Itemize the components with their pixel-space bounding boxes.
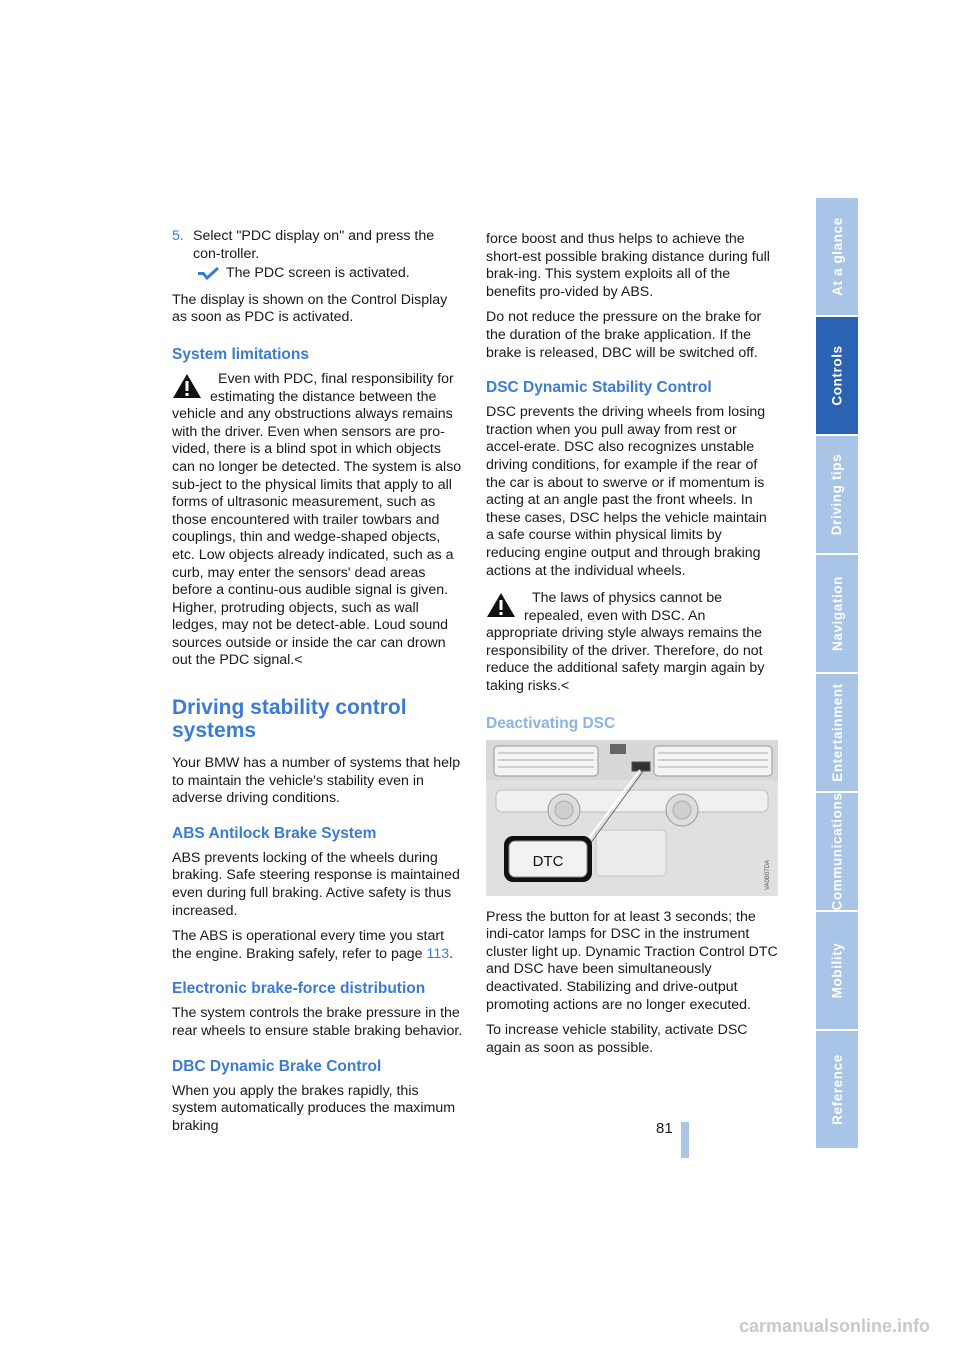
- warning-text: The laws of physics cannot be repealed, even with DSC. An appropriate driving style always remains the responsibility of the driver. Therefore, do not reduce the additional safety margin again by taking risks.<: [486, 590, 765, 695]
- left-column: [172, 228, 464, 1143]
- section-heading: Driving stability control systems: [172, 696, 407, 743]
- tab-driving-tips[interactable]: [816, 436, 858, 553]
- tab-controls[interactable]: [816, 317, 858, 434]
- warning-triangle-icon: [486, 592, 516, 618]
- system-limitations-heading: System limitations: [172, 345, 309, 363]
- check-text: The PDC screen is activated.: [226, 265, 410, 282]
- abs-paragraph-1: ABS prevents locking of the wheels during braking. Safe steering response is maintained even during full braking. Active safety is thus increased.: [172, 849, 460, 919]
- page-link-113[interactable]: 113: [426, 945, 450, 962]
- dtc-button-illustration: [486, 740, 778, 896]
- tab-label: Driving tips: [829, 453, 845, 536]
- warning-dsc: [486, 590, 778, 696]
- tab-label: Mobility: [829, 942, 845, 999]
- tab-label: At a glance: [829, 217, 845, 296]
- page-number: 81: [656, 1120, 673, 1137]
- section-intro: Your BMW has a number of systems that help to maintain the vehicle's stability even in adverse driving conditions.: [172, 755, 461, 807]
- increase-paragraph: To increase vehicle stability, activate DSC again as soon as possible.: [486, 1022, 748, 1056]
- tab-label: Entertainment: [829, 683, 845, 782]
- deactivating-heading: Deactivating DSC: [486, 714, 616, 732]
- abs-paragraph-2-end: .: [449, 945, 454, 962]
- abs-paragraph-2-text: The ABS is operational every time you start the engine. Braking safely, refer to page: [172, 928, 445, 962]
- warning-system-limitations: [172, 371, 464, 670]
- ebd-heading: Electronic brake-force distribution: [172, 980, 426, 998]
- chapter-sidebar: [816, 198, 858, 1150]
- page-number-bar: [681, 1122, 689, 1158]
- abs-heading: ABS Antilock Brake System: [172, 824, 377, 842]
- dbc-heading: DBC Dynamic Brake Control: [172, 1057, 382, 1075]
- dsc-heading: DSC Dynamic Stability Control: [486, 379, 712, 397]
- right-column: [486, 231, 778, 1065]
- dbc-continued: force boost and thus helps to achieve the short-est possible braking distance during full brak-ing. This system exploits all of the benefits pro-vided by ABS.: [486, 231, 770, 300]
- tab-label: Navigation: [829, 575, 845, 652]
- abs-paragraph-2: [172, 928, 464, 963]
- tab-reference[interactable]: [816, 1031, 858, 1148]
- check-note: [172, 265, 464, 283]
- tab-at-a-glance[interactable]: [816, 198, 858, 315]
- watermark: carmanualsonline.info: [739, 1316, 931, 1336]
- tab-navigation[interactable]: [816, 555, 858, 672]
- tab-entertainment[interactable]: [816, 674, 858, 791]
- warning-text: Even with PDC, final responsibility for estimating the distance between the vehicle and any obstructions always remains with the driver. Even when sensors are pro-vided, there is a blind spot in which objects can no longer be detected. The system is also sub-ject to the physical limits that apply to all forms of ultrasonic measurement, such as those encountered with trailer towbars and couplings, thin and wedge-shaped objects, etc. Low objects already indicated, such as a curb, may enter the sensors' dead areas before a continu-ous audible signal is given. Higher, protruding objects, such as wall ledges, may not be detect-able. Loud sound sources outside or inside the car can drown out the PDC signal.<: [172, 370, 462, 669]
- step-number: 5.: [172, 228, 184, 244]
- press-paragraph: Press the button for at least 3 seconds; the indi-cator lamps for DSC in the instrument cluster light up. Dynamic Traction Control DTC and DSC have been simultaneously deactivated. Stabilizing and drive-output promoting actions are no longer executed.: [486, 908, 778, 1013]
- dsc-paragraph: DSC prevents the driving wheels from losing traction when you pull away from rest or accel-erate. DSC also recognizes unstable driving conditions, for example if the rear of the car is about to swerve or if momentum is acting at an angle past the front wheels. In these cases, DSC helps the vehicle maintain a safe course within physical limits by reducing engine output and through braking actions at the individual wheels.: [486, 404, 767, 579]
- warning-triangle-icon: [172, 373, 202, 399]
- display-paragraph: The display is shown on the Control Display as soon as PDC is activated.: [172, 291, 448, 326]
- ebd-paragraph: The system controls the brake pressure in the rear wheels to ensure stable braking behavior.: [172, 1005, 463, 1039]
- dbc-paragraph: When you apply the brakes rapidly, this system automatically produces the maximum braking: [172, 1082, 456, 1134]
- tab-mobility[interactable]: [816, 912, 858, 1029]
- step-5: [172, 228, 464, 263]
- step-text: Select "PDC display on" and press the con-troller.: [193, 228, 435, 262]
- tab-label: Reference: [829, 1054, 845, 1125]
- checkmark-icon: [198, 267, 220, 280]
- image-code: VA0B07DA: [765, 859, 771, 890]
- dbc-paragraph-2: Do not reduce the pressure on the brake for the duration of the brake application. If the brake is released, DBC will be switched off.: [486, 309, 762, 361]
- tab-label: Communications: [829, 792, 845, 911]
- dtc-label: DTC: [532, 852, 564, 870]
- tab-label: Controls: [829, 345, 845, 406]
- tab-communications[interactable]: [816, 793, 858, 910]
